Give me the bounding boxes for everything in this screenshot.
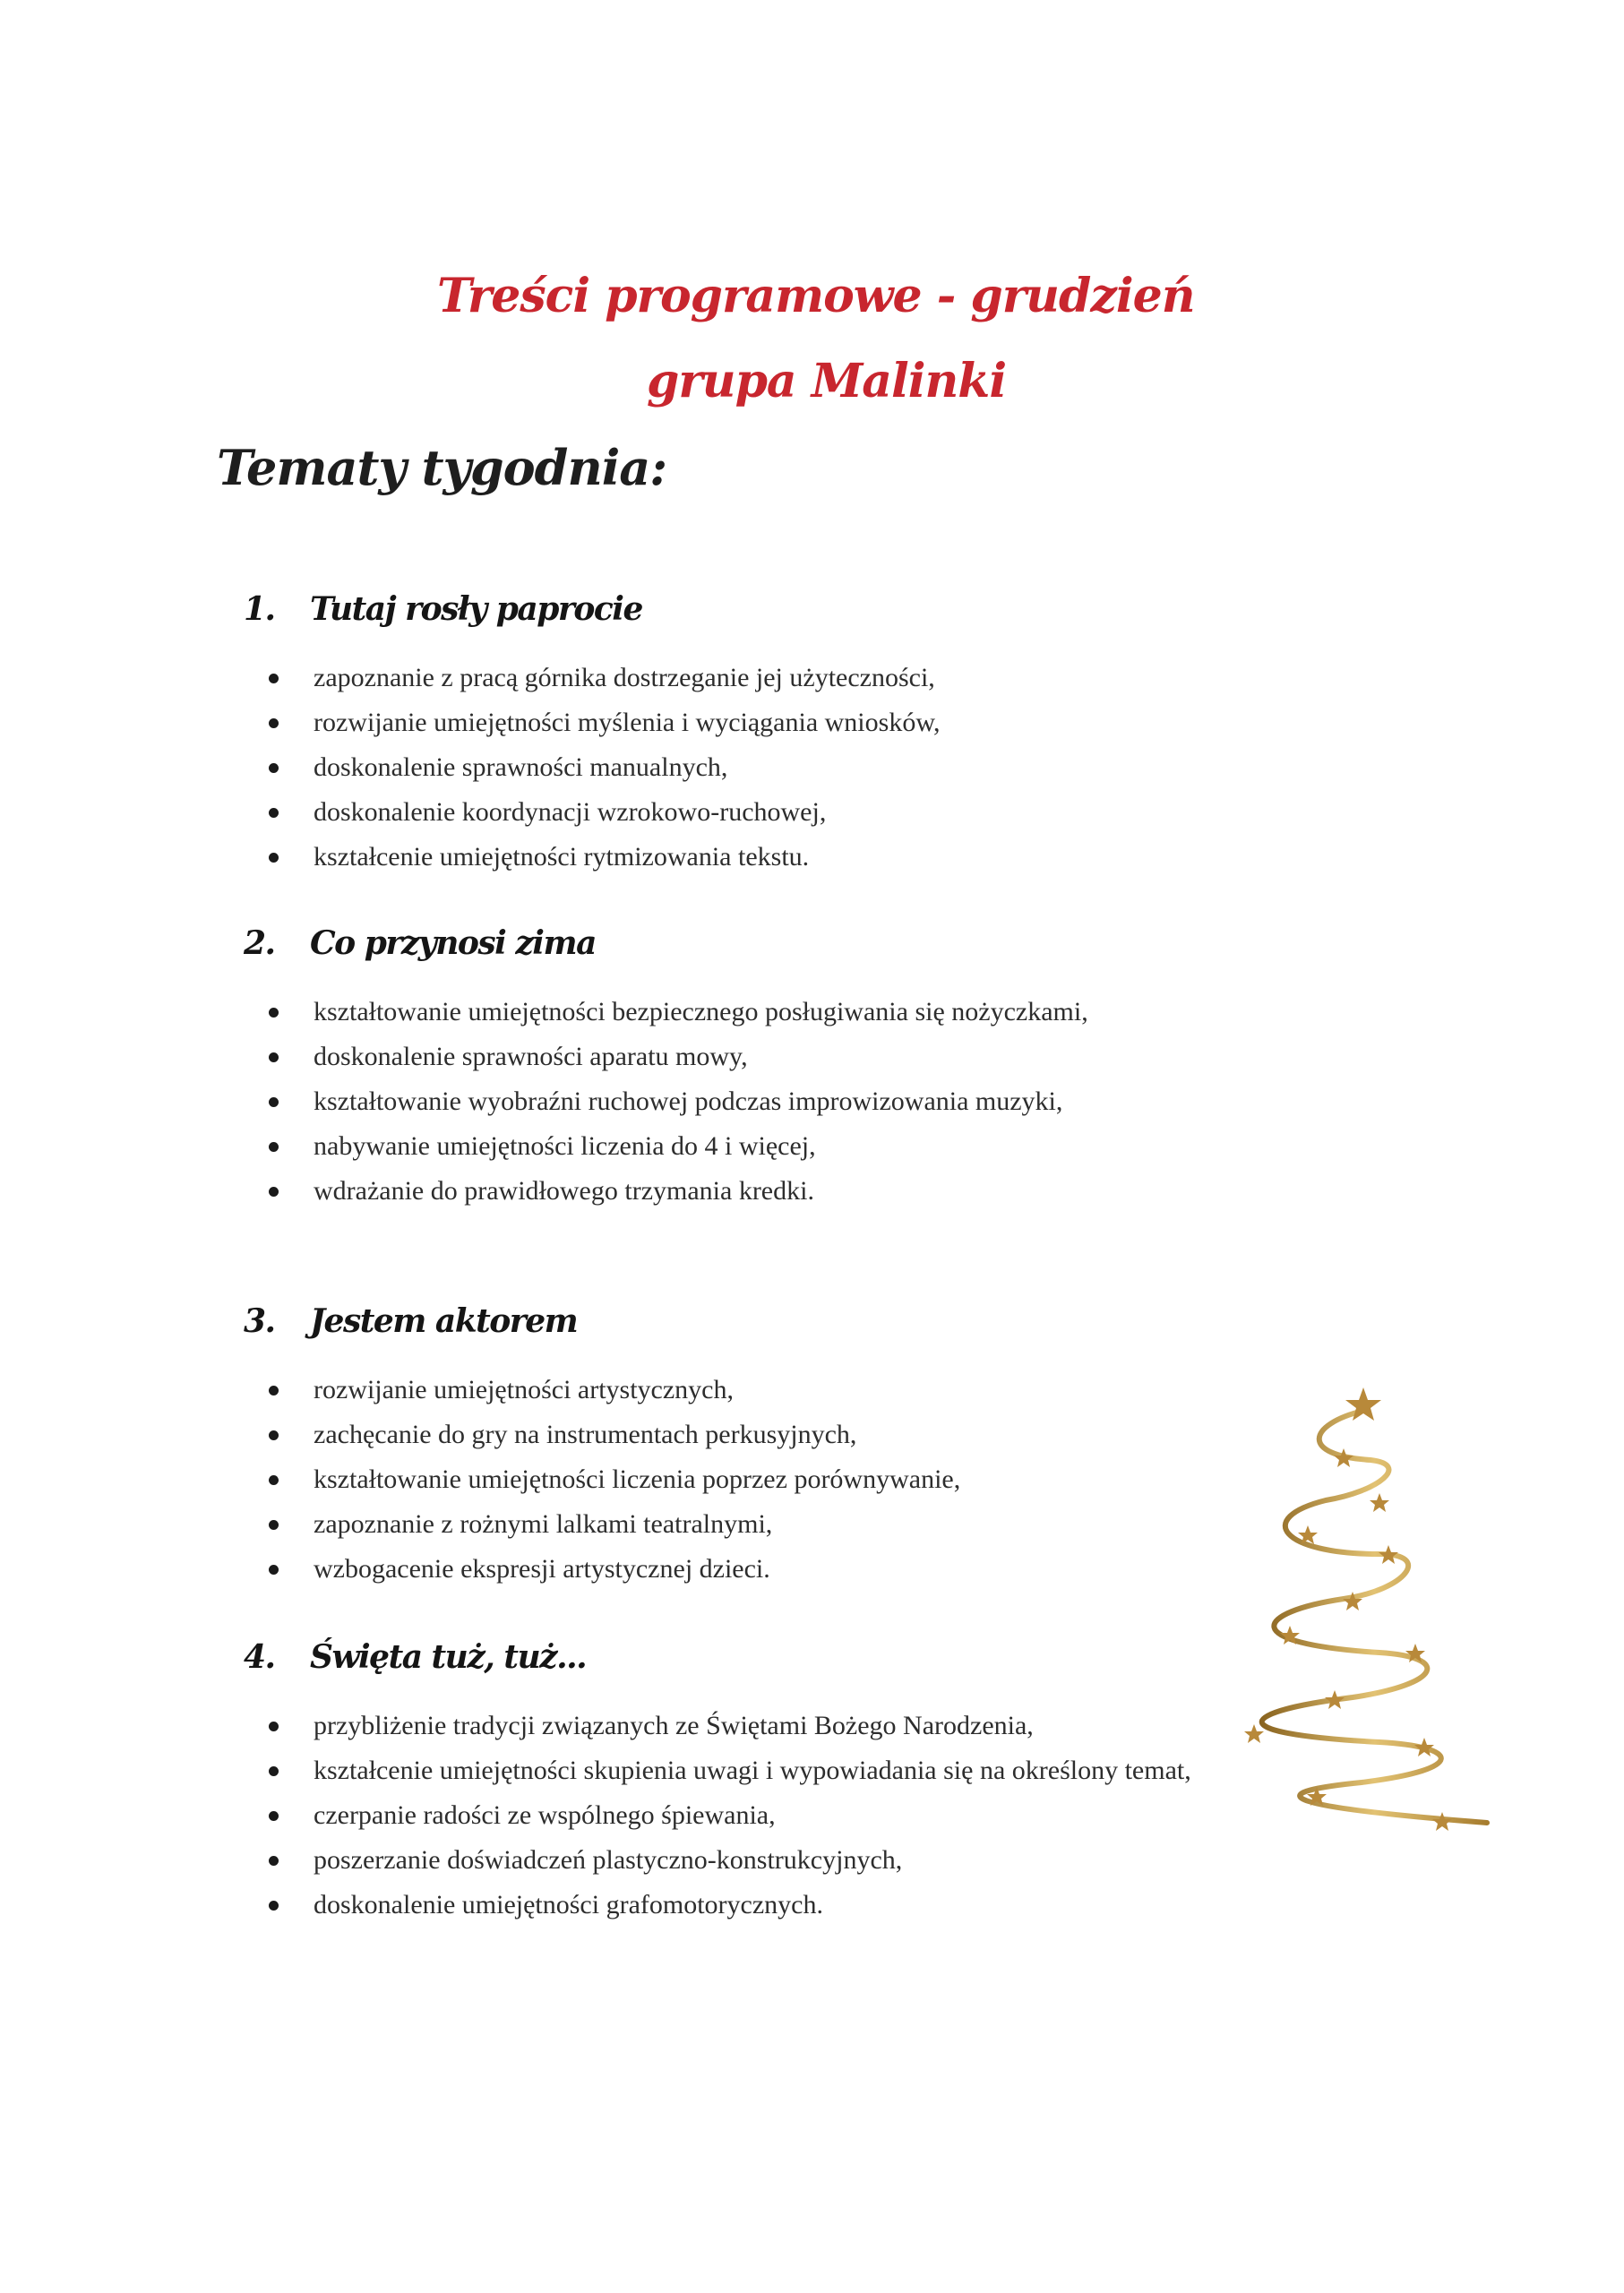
list-item: kształtowanie umiejętności bezpiecznego posługiwania się nożyczkami, (244, 990, 1290, 1035)
list-item: kształcenie umiejętności rytmizowania tekstu. (244, 835, 1290, 880)
topic-name: Święta tuż, tuż... (310, 1638, 587, 1676)
topic-number: 4. (244, 1638, 275, 1676)
bullet-icon (269, 718, 279, 728)
bullet-icon (269, 1475, 279, 1485)
topic-3 (244, 1294, 1290, 1592)
list-item: doskonalenie umiejętności grafomotorycznych. (244, 1883, 1290, 1928)
list-item: rozwijanie umiejętności myślenia i wyciągania wniosków, (244, 700, 1290, 745)
list-item: wdrażanie do prawidłowego trzymania kredki. (244, 1169, 1290, 1214)
topic-points (244, 656, 1290, 880)
list-item: zapoznanie z rożnymi lalkami teatralnymi, (244, 1502, 1290, 1547)
page-subtitle: grupa Malinki (647, 354, 1007, 408)
list-item: nabywanie umiejętności liczenia do 4 i więcej, (244, 1124, 1290, 1169)
star-icons (1244, 1387, 1452, 1831)
bullet-icon (269, 1811, 279, 1821)
topic-title (244, 1294, 1290, 1348)
topic-number: 2. (244, 924, 275, 962)
bullet-icon (269, 808, 279, 818)
bullet-icon (269, 1052, 279, 1062)
list-item: doskonalenie sprawności manualnych, (244, 745, 1290, 790)
list-item: kształtowanie wyobraźni ruchowej podczas improwizowania muzyki, (244, 1079, 1290, 1124)
topic-points (244, 1368, 1290, 1592)
bullet-icon (269, 763, 279, 773)
list-item: doskonalenie koordynacji wzrokowo-ruchowej, (244, 790, 1290, 835)
bullet-icon (269, 853, 279, 863)
list-item: doskonalenie sprawności aparatu mowy, (244, 1035, 1290, 1079)
list-item: kształcenie umiejętności skupienia uwagi i wypowiadania się na określony temat, (244, 1748, 1227, 1793)
list-item: zapoznanie z pracą górnika dostrzeganie jej użyteczności, (244, 656, 1290, 700)
list-item: czerpanie radości ze wspólnego śpiewania, (244, 1793, 1290, 1838)
bullet-icon (269, 1901, 279, 1911)
topic-name: Jestem aktorem (310, 1302, 578, 1340)
list-item: zachęcanie do gry na instrumentach perkusyjnych, (244, 1413, 1290, 1457)
bullet-icon (269, 1386, 279, 1396)
list-item: rozwijanie umiejętności artystycznych, (244, 1368, 1290, 1413)
list-item: przybliżenie tradycji związanych ze Świętami Bożego Narodzenia, (244, 1704, 1290, 1748)
bullet-icon (269, 1722, 279, 1731)
topic-2 (244, 916, 1290, 1214)
topic-points (244, 990, 1290, 1214)
list-item: wzbogacenie ekspresji artystycznej dzieci. (244, 1547, 1290, 1592)
bullet-icon (269, 1856, 279, 1866)
bullet-icon (269, 1520, 279, 1530)
topic-name: Tutaj rosły paprocie (310, 590, 642, 628)
christmas-tree-icon (1200, 1375, 1496, 1841)
bullet-icon (269, 1187, 279, 1197)
topic-number: 1. (244, 590, 275, 628)
bullet-icon (269, 674, 279, 683)
topic-points (244, 1704, 1290, 1928)
bullet-icon (269, 1430, 279, 1440)
topic-number: 3. (244, 1302, 275, 1340)
bullet-icon (269, 1565, 279, 1575)
bullet-icon (269, 1008, 279, 1018)
bullet-icon (269, 1766, 279, 1776)
list-item: kształtowanie umiejętności liczenia poprzez porównywanie, (244, 1457, 1290, 1502)
bullet-icon (269, 1142, 279, 1152)
topic-name: Co przynosi zima (310, 924, 596, 962)
page-title: Treści programowe - grudzień (437, 269, 1195, 323)
topic-title (244, 916, 1290, 970)
topic-4 (244, 1630, 1290, 1928)
list-item: poszerzanie doświadczeń plastyczno-konstrukcyjnych, (244, 1838, 1290, 1883)
topic-title (244, 1630, 1290, 1684)
topic-title (244, 582, 1290, 636)
bullet-icon (269, 1097, 279, 1107)
topic-1 (244, 582, 1290, 880)
section-heading: Tematy tygodnia: (217, 439, 667, 496)
